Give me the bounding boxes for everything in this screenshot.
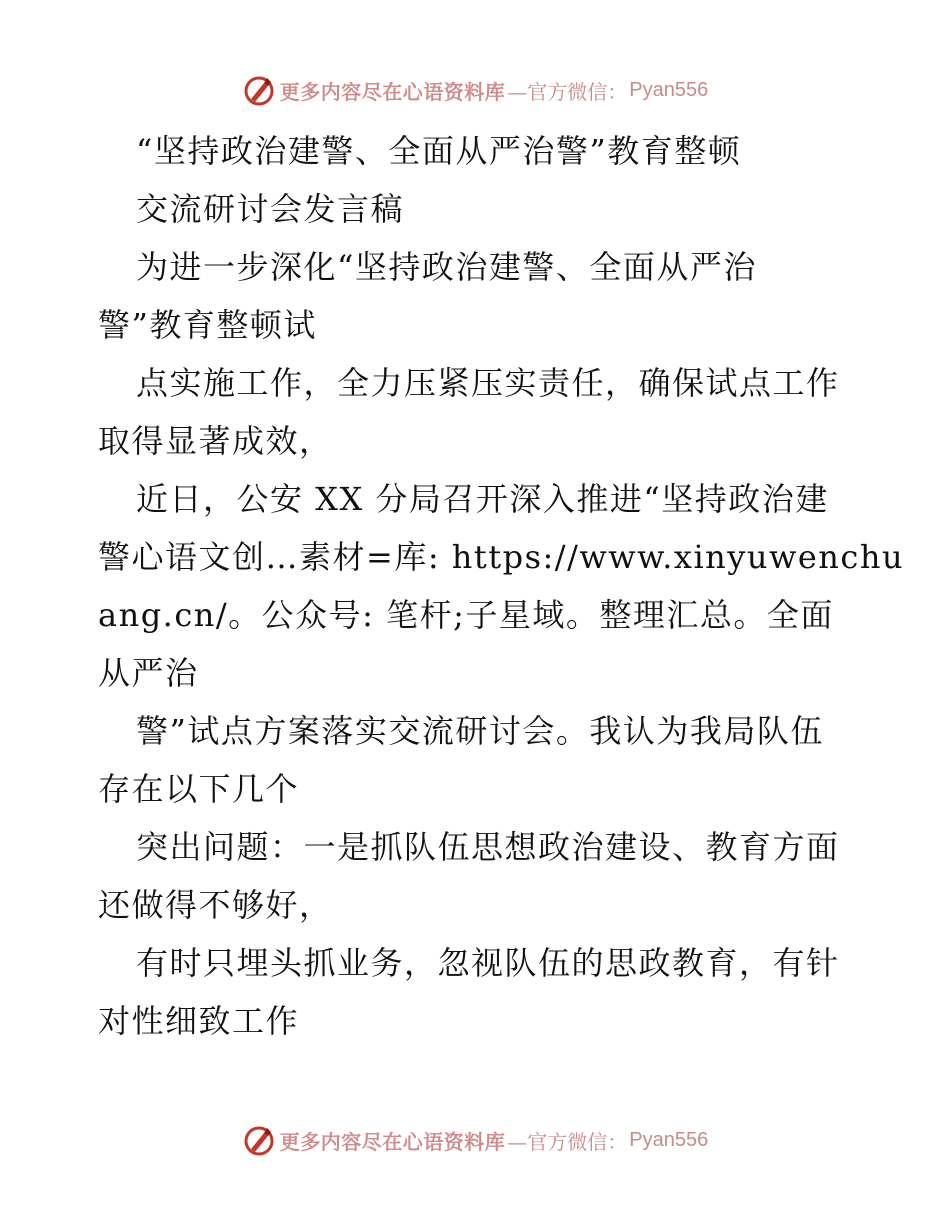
text-line: 存在以下几个 xyxy=(98,770,300,808)
footer-official-label: —官方微信： xyxy=(507,1129,628,1154)
text-line: 点实施工作，全力压紧压实责任，确保试点工作 xyxy=(136,364,840,402)
header-brand-text: 更多内容尽在心语资料库 xyxy=(279,79,506,104)
header-official-label: —官方微信： xyxy=(507,79,628,104)
header-banner xyxy=(0,68,950,112)
text-line: 警”试点方案落实交流研讨会。我认为我局队伍 xyxy=(136,712,824,750)
text-line: 为进一步深化“坚持政治建警、全面从严治 xyxy=(136,248,757,286)
text-line: 近日，公安 XX 分局召开深入推进“坚持政治建 xyxy=(136,480,829,518)
text-line: 突出问题：一是抓队伍思想政治建设、教育方面 xyxy=(136,828,840,866)
red-pen-circle-logo-icon xyxy=(242,1123,276,1157)
text-line: 警心语文创…素材=库: https://www.xinyuwenchu xyxy=(98,538,905,576)
red-pen-circle-logo-icon xyxy=(242,73,276,107)
document-body xyxy=(98,122,905,1050)
text-line: 从严治 xyxy=(98,654,199,692)
footer-banner xyxy=(0,1118,950,1162)
text-line: 交流研讨会发言稿 xyxy=(136,190,405,228)
footer-brand-text: 更多内容尽在心语资料库 xyxy=(279,1129,506,1154)
text-line: “坚持政治建警、全面从严治警”教育整顿 xyxy=(136,132,742,170)
text-line: 对性细致工作 xyxy=(98,1002,300,1040)
text-line: 有时只埋头抓业务，忽视队伍的思政教育，有针 xyxy=(136,944,840,982)
text-line: 取得显著成效， xyxy=(98,422,333,460)
text-line: 还做得不够好， xyxy=(98,886,333,924)
text-line: 警”教育整顿试 xyxy=(98,306,317,344)
header-wechat-id: Pyan556 xyxy=(629,78,709,101)
text-line: ang.cn/。公众号: 笔杆;子星域。整理汇总。全面 xyxy=(98,596,834,634)
footer-wechat-id: Pyan556 xyxy=(629,1128,709,1151)
